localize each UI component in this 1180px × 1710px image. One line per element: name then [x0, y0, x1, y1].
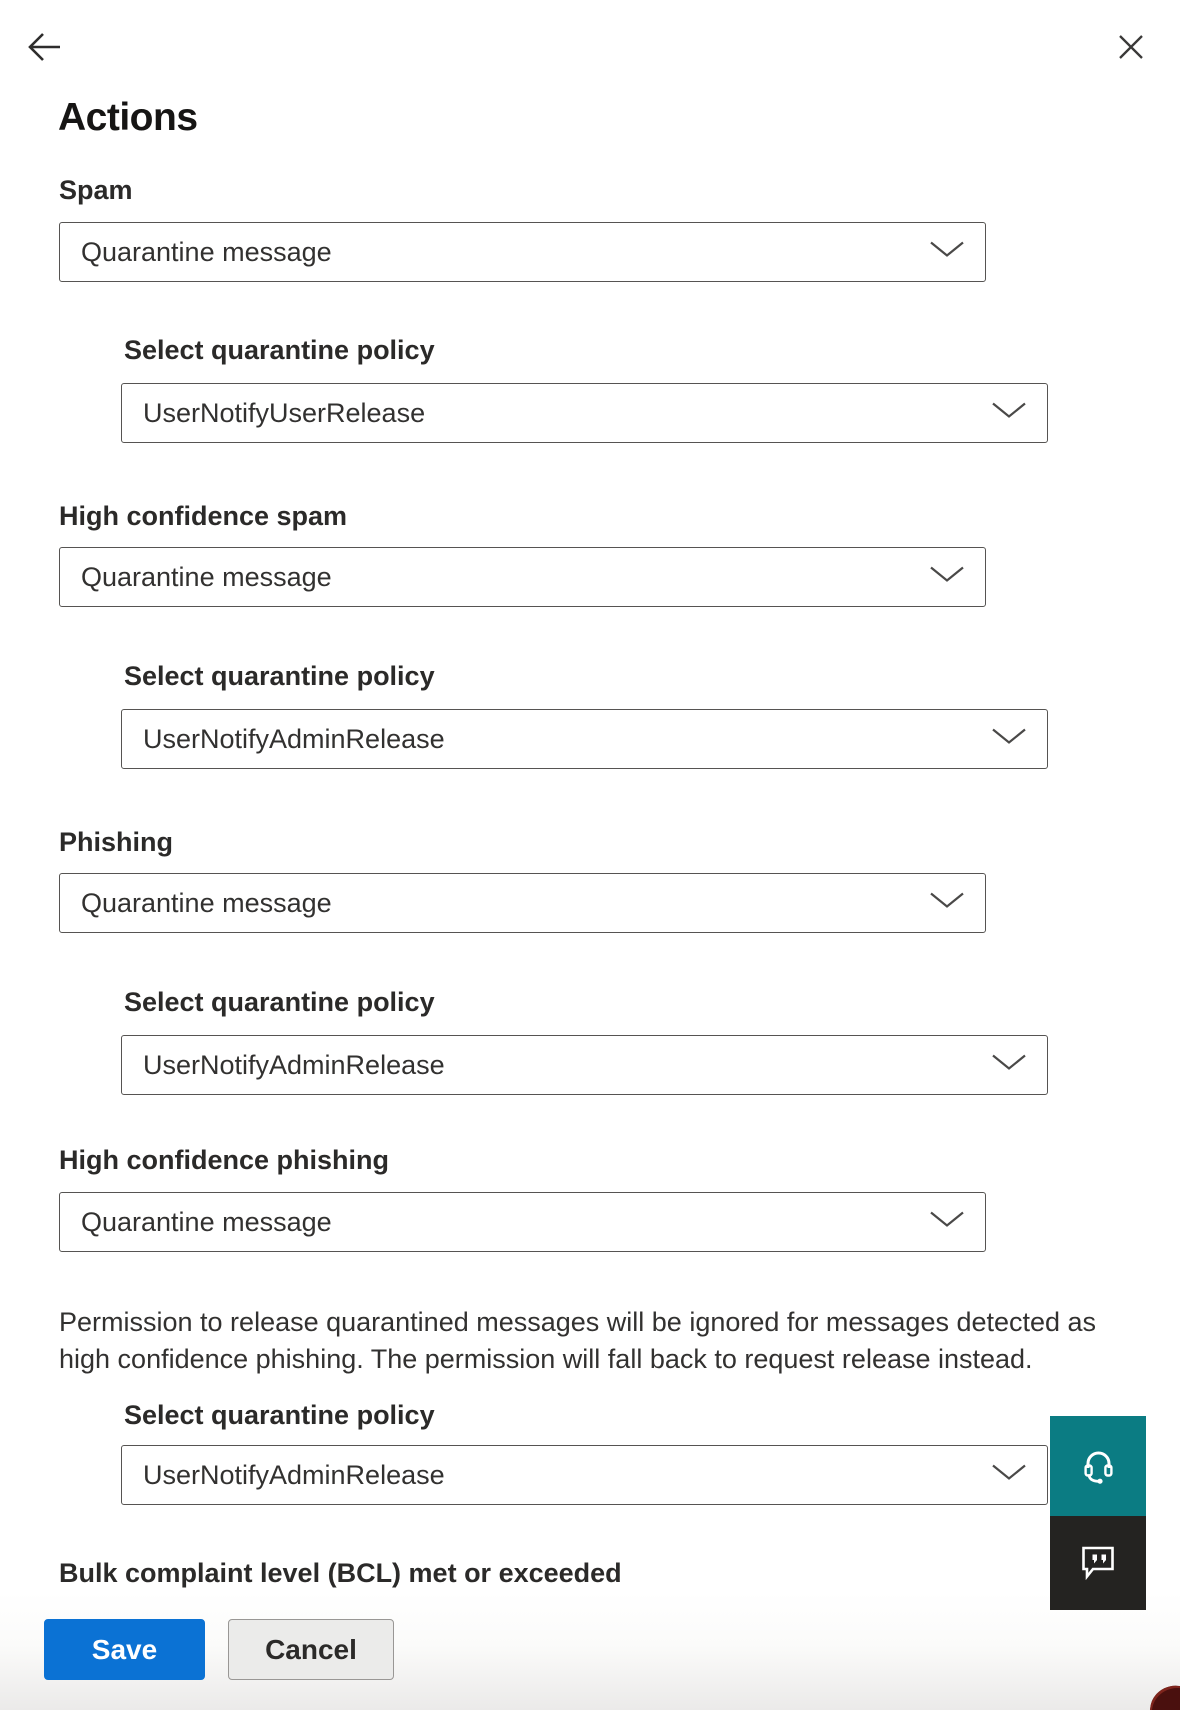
section-label-phishing: Phishing — [59, 827, 173, 857]
close-button[interactable] — [1117, 33, 1145, 61]
feedback-button[interactable] — [1050, 1516, 1146, 1610]
high-confidence-spam-action-combobox[interactable] — [59, 547, 986, 607]
policy-label: Select quarantine policy — [124, 987, 435, 1017]
phishing-action-combobox[interactable] — [59, 873, 986, 933]
page-title: Actions — [58, 96, 198, 139]
chevron-down-icon — [929, 566, 965, 589]
combobox-value: Quarantine message — [81, 561, 332, 592]
close-icon — [1117, 49, 1145, 64]
note-line: high confidence phishing. The permission will fall back to request release instead. — [59, 1344, 1033, 1374]
spam-quarantine-policy-combobox[interactable] — [121, 383, 1048, 443]
policy-label: Select quarantine policy — [124, 335, 435, 365]
chevron-down-icon — [991, 728, 1027, 751]
section-label-spam: Spam — [59, 175, 133, 205]
policy-label: Select quarantine policy — [124, 1400, 435, 1430]
high-confidence-phishing-action-combobox[interactable] — [59, 1192, 986, 1252]
note-line: Permission to release quarantined messages will be ignored for messages detected as — [59, 1307, 1097, 1337]
chevron-down-icon — [929, 892, 965, 915]
chat-icon — [1078, 1544, 1118, 1583]
back-arrow-icon — [26, 51, 62, 66]
combobox-value: Quarantine message — [81, 236, 332, 267]
chevron-down-icon — [991, 402, 1027, 425]
footer-bar — [0, 1592, 1180, 1710]
high-confidence-spam-quarantine-policy-combobox[interactable] — [121, 709, 1048, 769]
section-label-high-confidence-phishing: High confidence phishing — [59, 1145, 389, 1175]
combobox-value: Quarantine message — [81, 1206, 332, 1237]
cancel-button[interactable]: Cancel — [228, 1619, 394, 1680]
high-confidence-phishing-quarantine-policy-combobox[interactable] — [121, 1445, 1048, 1505]
chevron-down-icon — [929, 241, 965, 264]
help-button[interactable] — [1050, 1416, 1146, 1516]
back-button[interactable] — [26, 31, 62, 63]
combobox-value: UserNotifyAdminRelease — [143, 723, 445, 754]
combobox-value: UserNotifyAdminRelease — [143, 1049, 445, 1080]
chevron-down-icon — [929, 1211, 965, 1234]
section-label-bulk-complaint-level: Bulk complaint level (BCL) met or exceeded — [59, 1558, 622, 1588]
section-label-high-confidence-spam: High confidence spam — [59, 501, 348, 531]
policy-label: Select quarantine policy — [124, 661, 435, 691]
spam-action-combobox[interactable] — [59, 222, 986, 282]
high-confidence-phishing-note — [59, 1304, 1119, 1378]
combobox-value: UserNotifyAdminRelease — [143, 1459, 445, 1490]
headset-icon — [1075, 1442, 1121, 1491]
combobox-value: UserNotifyUserRelease — [143, 397, 426, 428]
chevron-down-icon — [991, 1464, 1027, 1487]
combobox-value: Quarantine message — [81, 887, 332, 918]
save-button[interactable]: Save — [44, 1619, 205, 1680]
chevron-down-icon — [991, 1054, 1027, 1077]
phishing-quarantine-policy-combobox[interactable] — [121, 1035, 1048, 1095]
